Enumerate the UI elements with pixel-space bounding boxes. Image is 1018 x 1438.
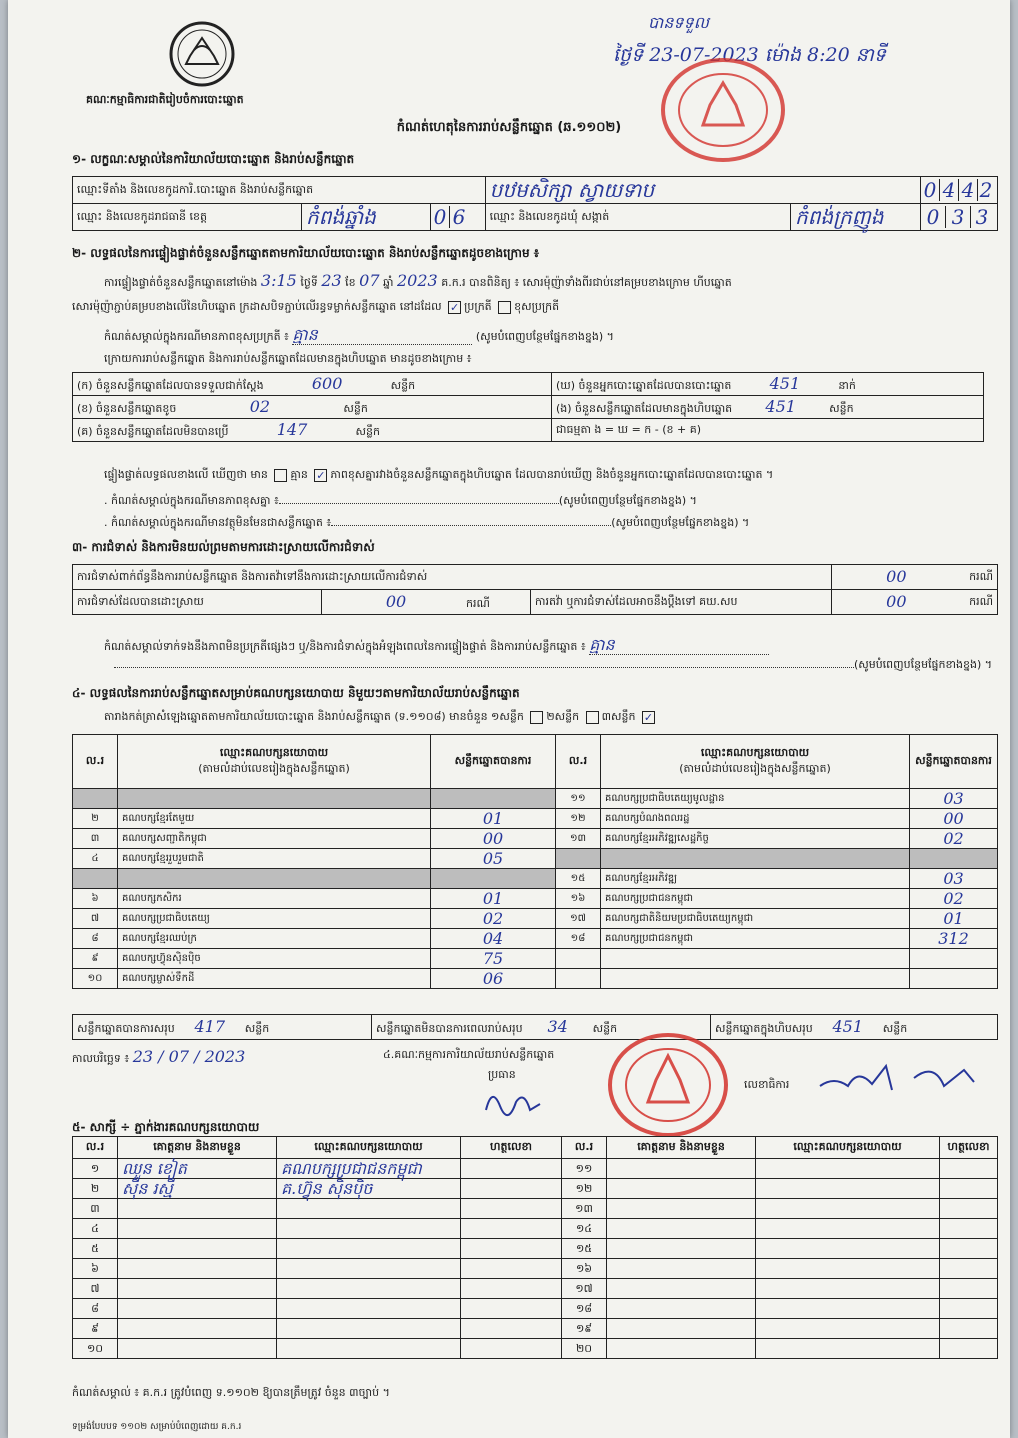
section2-title: ២- លទ្ធផលនៃការផ្ទៀងផ្ទាត់ចំនួនសន្លឹកឆ្នោតតាមការិយាល័យបោះឆ្នោត និងរាប់សន្លឹកឆ្នោតដូចខាងក្រោម ៖: [72, 246, 540, 260]
party-name: គណបក្សប្រជាធិបតេយ្យ: [122, 913, 210, 924]
complaints-value: 00: [886, 567, 907, 586]
chair-signature-icon: [478, 1080, 548, 1120]
party-name: គណបក្សជាតិនិយមប្រជាធិបតេយ្យកម្ពុជា: [605, 913, 754, 924]
witness-row: [73, 1199, 998, 1219]
section3-title: ៣- ការជំទាស់ និងការមិនយល់ព្រមតាមការដោះស្រាយលើការជំទាស់: [72, 540, 375, 554]
party-name: គណបក្សប្រជាធិបតេយ្យមូលដ្ឋាន: [605, 793, 725, 804]
unused-ballots-label: (គ) ចំនួនសន្លឹកឆ្នោតដែលមិនបានប្រើ: [77, 425, 229, 438]
col-votes: សន្លឹកឆ្នោតបានការ: [431, 735, 556, 789]
party-row: [73, 949, 998, 969]
party-no: ១៦: [570, 893, 586, 904]
witness-no: ១២: [575, 1181, 593, 1195]
witness-no: ១០: [86, 1341, 104, 1355]
party-name: គណបក្សខ្មែរតែមួយ: [122, 813, 195, 824]
witness-no: ១៦: [575, 1261, 593, 1275]
verify-month: 07: [359, 271, 380, 290]
party-no: ៨: [91, 933, 99, 944]
party-votes: 06: [482, 968, 504, 988]
party-no: ៩: [91, 953, 99, 964]
party-name: គណបក្សខ្មែរអភិវឌ្ឍសេដ្ឋកិច្ច: [605, 833, 709, 844]
witness-no: ៦: [91, 1261, 99, 1275]
witness-no: ២: [90, 1181, 100, 1195]
party-name: គណបក្សប្រជាជនកម្ពុជា: [605, 893, 693, 904]
footer-form: ទម្រង់បែបបទ ១១០២ សម្រាប់បំពេញដោយ គ.ក.រ: [72, 1422, 242, 1432]
received-ballots-value: 600: [311, 374, 343, 393]
witness-no: ១៥: [575, 1241, 593, 1255]
district-code-2: 6: [452, 205, 466, 229]
diff-note-line: . កំណត់សម្គាល់ក្នុងករណីមានភាពខុសគ្នា ៖ (សូមបំពេញបន្ថែមផ្នែកខាងខ្នង) ។: [104, 494, 697, 507]
resolved-value: 00: [385, 592, 407, 611]
appeal-value: 00: [886, 592, 907, 611]
party-row: [73, 909, 998, 929]
party-name: គណបក្សសញ្ជាតិកម្ពុជា: [122, 833, 207, 844]
secretary-label: លេខាធិការ: [744, 1078, 790, 1091]
diff-no-checkbox[interactable]: ✓: [316, 468, 326, 482]
complaints-table: ការជំទាស់ពាក់ព័ន្ធនឹងការរាប់សន្លឹកឆ្នោត និងការតវ៉ាទៅនឹងការដោះស្រាយលើការជំទាស់ 00 ករណី ការជំទាស់ដែលបានដោះស្រាយ 00 ករណី ការតវ៉ា ឬការជំទាស់ដែលអាចនឹងប្តឹងទៅ គឃ.សប 00 ករណី: [72, 564, 998, 615]
witness-no: ១៤: [575, 1221, 593, 1235]
sheet-2-checkbox[interactable]: [586, 711, 599, 724]
commune-code-2: 3: [946, 206, 971, 228]
party-votes: 00: [943, 808, 964, 828]
witness-party: គ.ហ៊្វុន ស៊ិនប៉ិច: [281, 1178, 373, 1198]
party-row: [73, 849, 998, 869]
party-votes: 02: [943, 828, 964, 848]
party-row: [73, 789, 998, 809]
party-votes: 75: [482, 948, 504, 968]
sheet-count-line: តារាងកត់ត្រាសំឡេងឆ្នោតតាមការិយាល័យបោះឆ្នោត និងរាប់សន្លឹកឆ្នោត (ទ.១១០៨) មានចំនួន ១សន្លឹក ២សន្លឹក ៣សន្លឹក ✓: [104, 710, 654, 724]
party-name: គណបក្សខ្មែររួបរួមជាតិ: [122, 853, 204, 864]
witness-row: [73, 1219, 998, 1239]
party-no: ៣: [90, 833, 100, 844]
spoiled-ballots-value: 02: [249, 397, 271, 416]
commune-code-1: 0: [921, 206, 946, 228]
party-name: គណបក្សខ្មែរឈប់ក្រ: [122, 933, 197, 944]
party-row: [73, 969, 998, 989]
witness-party: គណបក្សប្រជាជនកម្ពុជា: [281, 1158, 422, 1178]
committee-stamp-icon: [604, 1030, 732, 1140]
party-no: ១៣: [569, 833, 587, 844]
party-row: [73, 809, 998, 829]
party-votes: 02: [943, 888, 964, 908]
party-no: ១៧: [570, 913, 586, 924]
witness-no: ៥: [91, 1241, 99, 1255]
object-note-line: . កំណត់សម្គាល់ក្នុងករណីមានវត្ថុមិនមែនជាសន្លឹកឆ្នោត ៖ (សូមបំពេញបន្ថែមផ្នែកខាងខ្នង) ។: [104, 516, 750, 529]
witness-row: [73, 1279, 998, 1299]
commune-label: ឈ្មោះ និងលេខកូដឃុំ សង្កាត់: [489, 210, 610, 223]
formula-label: ជាធម្មតា ង = ឃ = ក - (ខ + គ): [556, 423, 701, 436]
party-name: គណបក្សបំណងពលរដ្ឋ: [605, 813, 690, 824]
witness-no: ៣: [90, 1201, 100, 1215]
form-title: កំណត់ហេតុនៃការរាប់សន្លឹកឆ្នោត (ឆ.១១០២): [396, 120, 622, 135]
box-ballots-value: 451: [765, 397, 796, 416]
diff-line: ផ្ទៀងផ្ទាត់លទ្ធផលខាងលើ ឃើញថា មាន គ្មាន ✓ ភាពខុសគ្នារវាងចំនួនសន្លឹកឆ្នោតក្នុងហិបឆ្នោត ដែលបានរាប់ឃើញ និងចំនួនអ្នកបោះឆ្នោតដែលបានបោះឆ្នោត ។: [104, 468, 774, 482]
party-votes: 03: [943, 868, 964, 888]
verify-line: ការផ្ទៀងផ្ទាត់ចំនួនសន្លឹកឆ្នោតនៅម៉ោង 3:15 ថ្ងៃទី 23 ខែ 07 ឆ្នាំ 2023 គ.ក.រ បានពិនិត្យ ៖ សោរម៉ុញ៉ាទាំងពីរជាប់នៅគម្របខាងក្រោម ហីបឆ្នោត: [104, 271, 732, 290]
party-row: [73, 889, 998, 909]
section4-title: ៤- លទ្ធផលនៃការរាប់សន្លឹកឆ្នោតសម្រាប់គណបក្សនយោបាយ និមួយៗតាមការិយាល័យរាប់សន្លឹកឆ្នោត: [72, 686, 520, 700]
verify-day: 23: [321, 271, 342, 290]
resolved-label: ការជំទាស់ដែលបានដោះស្រាយ: [77, 595, 204, 608]
received-ballots-label: (ក) ចំនួនសន្លឹកឆ្នោតដែលបានទទួលជាក់ស្តែង: [77, 379, 264, 392]
witness-table: ល.រ គោត្តនាម និងនាមខ្លួន ឈ្មោះគណបក្សនយោបាយ ហត្ថលេខា ល.រ គោត្តនាម និងនាមខ្លួន ឈ្មោះគណបក្សនយោបាយ ហត្ថលេខា ១ ឈួន ខៀត គណបក្សប្រជាជនកម្ពុជា ១១ ២ ស៊ីន រស្មី គ.ហ៊្វុន ស៊ិនប៉ិច ១២ ៣ ១៣ ៤ ១៤ ៥ ១៥ ៦ ១៦ ៧ ១៧ ៨ ១៨ ៩ ១៩ ១០ ២០: [72, 1136, 998, 1359]
col-party-2: ឈ្មោះគណបក្សនយោបាយ: [700, 745, 810, 759]
section1-table: [72, 176, 998, 231]
spoiled-ballots-label: (ខ) ចំនួនសន្លឹកឆ្នោតខូច: [77, 402, 177, 415]
box-total-value: 451: [832, 1017, 864, 1036]
party-votes: 01: [482, 808, 504, 828]
section5-title: ៥- សាក្សី ÷ ភ្នាក់ងារគណបក្សនយោបាយ: [72, 1120, 260, 1134]
col-votes-2: សន្លឹកឆ្នោតបានការ: [910, 735, 998, 789]
party-no: ១០: [87, 973, 103, 984]
ok-checkbox[interactable]: ✓: [450, 300, 460, 314]
party-name: គណបក្សម្ចាស់ទឹកដី: [122, 973, 195, 984]
unused-ballots-value: 147: [276, 420, 308, 439]
party-no: ១៨: [570, 933, 586, 944]
witness-no: ១៣: [575, 1201, 593, 1215]
sheet-3-checkbox[interactable]: ✓: [643, 710, 654, 724]
party-no: ១៥: [570, 873, 586, 884]
witness-no: ៨: [91, 1301, 99, 1315]
party-votes: 01: [482, 888, 504, 908]
form-page: [8, 0, 1010, 1438]
poll-station-code: 0 4 4 2: [921, 177, 998, 204]
witness-row: [73, 1319, 998, 1339]
col-party: ឈ្មោះគណបក្សនយោបាយ: [219, 745, 329, 759]
diff-yes-checkbox[interactable]: [274, 469, 287, 482]
party-votes: 01: [943, 908, 964, 928]
witness-row: [73, 1159, 998, 1179]
section3-note-value: គ្មាន: [589, 636, 769, 655]
irregular-note-value: គ្មាន: [292, 326, 472, 345]
box-ballots-label: (ង) ចំនួនសន្លឹកឆ្នោតដែលមានក្នុងហិបឆ្នោត: [556, 402, 733, 415]
party-votes: 05: [482, 848, 504, 868]
party-votes: 312: [938, 928, 969, 948]
col-no-2: ល.រ: [556, 735, 601, 789]
party-no: ៧: [90, 913, 100, 924]
section3-note-tail: (សូមបំពេញបន្ថែមផ្នែកខាងខ្នង) ។: [72, 658, 992, 672]
col-no: ល.រ: [73, 735, 118, 789]
party-no: ២: [91, 813, 99, 824]
poll-station-name: បឋមសិក្សា ស្វាយទាប: [489, 178, 655, 202]
voters-value: 451: [769, 374, 801, 393]
verify-year: 2023: [397, 271, 438, 290]
party-no: ១២: [570, 813, 586, 824]
party-name: គណបក្សប្រជាជនកម្ពុជា: [605, 933, 693, 944]
totals-table: សន្លឹកឆ្នោតបានការសរុប 417 សន្លឹក សន្លឹកឆ្នោតមិនបានការពេលរាប់សរុប 34 សន្លឹក សន្លឹកឆ្នោតក្នុងហិបសរុប 451 សន្លឹក: [72, 1014, 998, 1040]
witness-row: [73, 1179, 998, 1199]
witness-no: ១៨: [575, 1301, 593, 1315]
commune-code-3: 3: [975, 205, 989, 229]
party-votes: 03: [943, 788, 964, 808]
verify-hour: 3:15: [260, 271, 297, 290]
witness-no: ៧: [90, 1281, 100, 1295]
party-name: គណបក្សហ៊្វុនស៊ិនប៉ិច: [122, 953, 201, 964]
section3-note-line: កំណត់សម្គាល់ទាក់ទងនឹងភាពមិនប្រក្រតីផ្សេងៗ ឬ/និងការជំទាស់ក្នុងអំឡុងពេលនៃការផ្ទៀងផ្ទាត់ និងការរាប់សន្លឹកឆ្នោត ៖ គ្មាន: [104, 636, 769, 655]
valid-total-label: សន្លឹកឆ្នោតបានការសរុប: [77, 1022, 175, 1035]
invalid-total-value: 34: [547, 1017, 568, 1036]
witness-row: [73, 1239, 998, 1259]
witness-row: [73, 1299, 998, 1319]
received-date: ថ្ងៃទី 23-07-2023 ម៉ោង 8:20 នាទី: [613, 44, 886, 66]
party-no: ៦: [91, 893, 99, 904]
received-label: បានទទួល: [648, 13, 709, 32]
counts-intro: ក្រោយការរាប់សន្លឹកឆ្នោត និងការរាប់សន្លឹកឆ្នោតដែលមានក្នុងហិបឆ្នោត មានដូចខាងក្រោម ៖: [104, 352, 472, 365]
party-row: [73, 869, 998, 889]
nec-emblem-icon: [168, 20, 236, 88]
party-row: [73, 929, 998, 949]
party-row: [73, 829, 998, 849]
voters-label: (ឃ) ចំនួនអ្នកបោះឆ្នោតដែលបានបោះឆ្នោត: [556, 379, 732, 392]
witness-no: ១៩: [575, 1321, 593, 1335]
district-label: ឈ្មោះ និងលេខកូដរាជធានី ខេត្ត: [77, 210, 207, 223]
witness-row: [73, 1339, 998, 1359]
secretary-signature-icon: [814, 1056, 984, 1102]
date-value: 23 / 07 / 2023: [132, 1047, 246, 1066]
red-stamp-icon: [658, 55, 788, 165]
org-name: គណៈកម្មាធិការជាតិរៀបចំការបោះឆ្នោត: [86, 93, 244, 106]
witness-row: [73, 1259, 998, 1279]
party-no: ១១: [570, 793, 586, 804]
appeal-label: ការតវ៉ា ឬការជំទាស់ដែលអាចនឹងប្តឹងទៅ គឃ.សប: [535, 595, 738, 608]
date-line: កាលបរិច្ឆេទ ៖ 23 / 07 / 2023: [72, 1047, 246, 1066]
seal-check-line: សោរម៉ុញ៉ាភ្ជាប់គម្របខាងលើនៃហិបឆ្នោត ក្រដាសបិទភ្ជាប់លើរន្ធទម្លាក់សន្លឹកឆ្នោត នៅដដែល ✓ ប្រក្រតី ខុសប្រក្រតី: [72, 300, 560, 314]
complaints-label: ការជំទាស់ពាក់ព័ន្ធនឹងការរាប់សន្លឹកឆ្នោត និងការតវ៉ាទៅនឹងការដោះស្រាយលើការជំទាស់: [77, 570, 428, 583]
section1-title: ១- លក្ខណៈសម្គាល់នៃការិយាល័យបោះឆ្នោត និងរាប់សន្លឹកឆ្នោត: [72, 152, 355, 166]
witness-no: ១១: [575, 1161, 593, 1175]
party-no: ៤: [91, 853, 99, 864]
district-value: កំពង់ឆ្នាំង: [306, 205, 376, 229]
district-code-1: 0: [431, 206, 450, 228]
counts-table: (ក) ចំនួនសន្លឹកឆ្នោតដែលបានទទួលជាក់ស្តែង 600 សន្លឹក (ឃ) ចំនួនអ្នកបោះឆ្នោតដែលបានបោះឆ្នោត 451 នាក់ (ខ) ចំនួនសន្លឹកឆ្នោតខូច 02 សន្លឹក (ង) ចំនួនសន្លឹកឆ្នោតដែលមានក្នុងហិបឆ្នោត 451 សន្លឹក (គ) ចំនួនសន្លឹកឆ្នោតដែលមិនបានប្រើ 147 សន្លឹក ជាធម្មតា ង = ឃ = ក - (ខ + គ): [72, 372, 984, 442]
box-total-label: សន្លឹកឆ្នោតក្នុងហិបសរុប: [715, 1022, 813, 1035]
poll-station-label: ឈ្មោះទីតាំង និងលេខកូដការិ.បោះឆ្នោត និងរាប់សន្លឹកឆ្នោត: [77, 183, 314, 196]
witness-no: ១៧: [575, 1281, 593, 1295]
witness-no: ៤: [91, 1221, 99, 1235]
chair-label: ប្រធាន: [488, 1068, 516, 1081]
witness-no: ២០: [575, 1341, 593, 1355]
witness-name: ស៊ីន រស្មី: [122, 1178, 173, 1198]
invalid-total-label: សន្លឹកឆ្នោតមិនបានការពេលរាប់សរុប: [376, 1022, 523, 1035]
not-ok-checkbox[interactable]: [498, 301, 511, 314]
commune-value: កំពង់ក្រញូង: [795, 205, 884, 229]
witness-no: ១: [90, 1161, 100, 1175]
witness-no: ៩: [91, 1321, 99, 1335]
party-votes: 00: [482, 828, 504, 848]
witness-name: ឈួន ខៀត: [122, 1158, 187, 1178]
party-name: គណបក្សខ្មែរអភិវឌ្ឍ: [605, 873, 678, 884]
irregular-note-line: កំណត់សម្គាល់ក្នុងករណីមានភាពខុសប្រក្រតី ៖ គ្មាន (សូមបំពេញបន្ថែមផ្នែកខាងខ្នង) ។: [104, 325, 614, 344]
party-votes: 02: [482, 908, 504, 928]
party-votes: 04: [482, 928, 504, 948]
sheet-1-checkbox[interactable]: [530, 711, 543, 724]
footer-note: កំណត់សម្គាល់ ៖ គ.ក.រ ត្រូវបំពេញ ទ.១១០២ ឱ្យបានត្រឹមត្រូវ ចំនួន ៣ច្បាប់ ។: [72, 1386, 390, 1399]
valid-total-value: 417: [194, 1017, 226, 1036]
committee-label: ៤.គណៈកម្មការការិយាល័យរាប់សន្លឹកឆ្នោត: [383, 1048, 555, 1061]
party-name: គណបក្សកសិករ: [122, 893, 182, 904]
party-results-table: ល.រ ឈ្មោះគណបក្សនយោបាយ (តាមលំដាប់លេខរៀងក្នុងសន្លឹកឆ្នោត) សន្លឹកឆ្នោតបានការ ល.រ ឈ្មោះគណបក្សនយោបាយ (តាមលំដាប់លេខរៀងក្នុងសន្លឹកឆ្នោត) សន្លឹកឆ្នោតបានការ ១១ គណបក្សប្រជាធិបតេយ្យមូលដ្ឋាន 03 ២ គណបក្សខ្មែរតែមួយ 01 ១២ គណបក្សបំណងពលរដ្ឋ 00 ៣ គណបក្សសញ្ជាតិកម្ពុជា 00 ១៣ គណបក្សខ្មែរអភិវឌ្ឍសេដ្ឋកិច្ច 02 ៤ គណបក្សខ្មែររួបរួមជាតិ 05 ១៥ គណបក្សខ្មែរអភិវឌ្ឍ 03 ៦ គណបក្សកសិករ 01 ១៦ គណបក្សប្រជាជនកម្ពុជា 02 ៧ គណបក្សប្រជាធិបតេយ្យ 02 ១៧ គណបក្សជាតិនិយមប្រជាធិបតេយ្យកម្ពុជា 01 ៨ គណបក្សខ្មែរឈប់ក្រ 04 ១៨ គណបក្សប្រជាជនកម្ពុជា 312 ៩ គណបក្សហ៊្វុនស៊ិនប៉ិច 75 ១០ គណបក្សម្ចាស់ទឹកដី 06: [72, 734, 998, 989]
